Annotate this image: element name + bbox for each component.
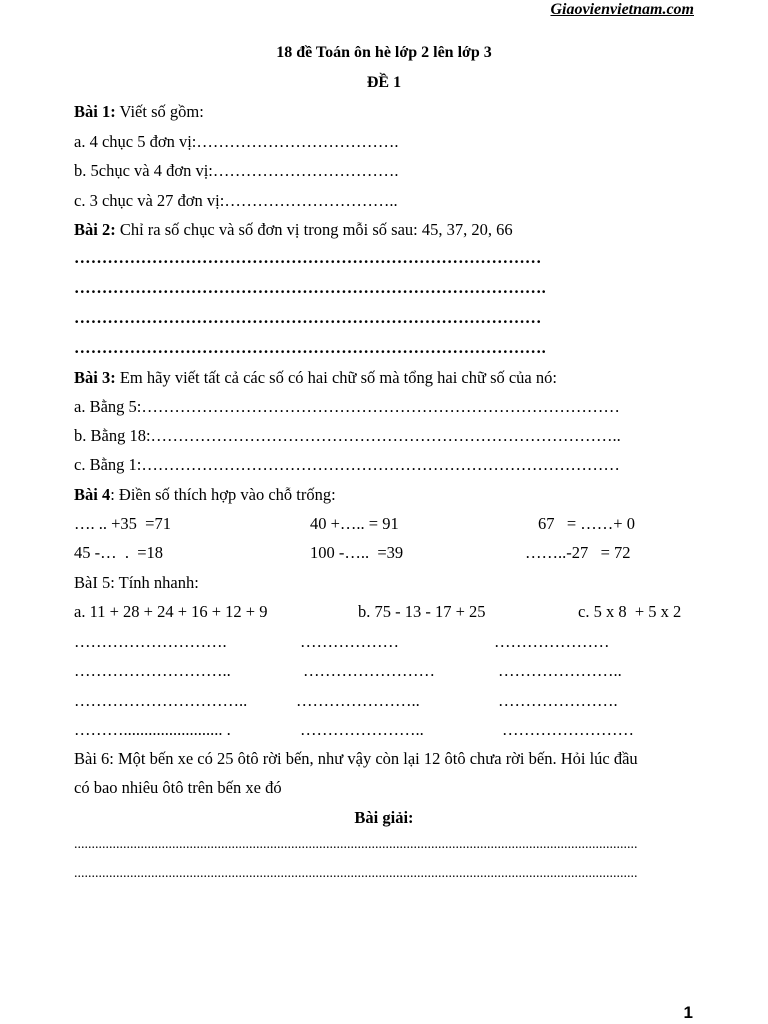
bai5-expression-b: b. 75 - 13 - 17 + 25 (358, 602, 486, 621)
bai1-label: Bài 1: (74, 102, 116, 121)
bai4-text: : Điền số thích hợp vào chỗ trống: (110, 485, 336, 504)
bai4-heading (74, 485, 336, 505)
bai2-label: Bài 2: (74, 220, 116, 239)
bai2-answer-line: ………………………………………………………………………… (74, 248, 542, 267)
bai6-answer-line: ................................................................................................................................................................. (74, 837, 638, 852)
bai4-blank: ……..-27 = 72 (525, 543, 631, 562)
bai1-text: Viết số gồm: (115, 102, 204, 121)
bai5-work-line: ………........................ . (74, 720, 231, 739)
bai6-solution-label: Bài giải: (354, 808, 414, 827)
bai1-item-b: b. 5chục và 4 đơn vị:……………………………. (74, 161, 399, 180)
bai5-work-line: ………………… (494, 632, 610, 651)
document-subtitle: ĐỀ 1 (366, 74, 402, 91)
bai5-work-line: ………………….. (300, 720, 424, 739)
bai5-work-line: …………………… (502, 720, 634, 739)
bai1-item-c: c. 3 chục và 27 đơn vị:………………………….. (74, 191, 398, 210)
page-number: 1 (683, 1003, 693, 1022)
bai3-item-a: a. Bằng 5:…………………………………………………………………………… (74, 397, 620, 416)
bai4-blank: …. .. +35 =71 (74, 514, 171, 533)
bai2-answer-line: …………………………………………………………………………. (74, 338, 546, 357)
bai1-heading (74, 102, 204, 122)
bai5-work-line: ……………… (300, 632, 399, 651)
bai2-answer-line: …………………………………………………………………………. (74, 278, 546, 297)
bai2-text: Chỉ ra số chục và số đơn vị trong mỗi số sau: 45, 37, 20, 66 (115, 220, 513, 239)
bai6-problem-line2: có bao nhiêu ôtô trên bến xe đó (74, 778, 282, 797)
bai6-answer-line: ................................................................................................................................................................. (74, 866, 638, 881)
bai3-text: Em hãy viết tất cả các số có hai chữ số mà tổng hai chữ số của nó: (115, 368, 557, 387)
bai5-work-line: …………………… (303, 661, 435, 680)
bai5-work-line: ……………………….. (74, 661, 231, 680)
bai5-work-line: …………………. (498, 691, 618, 710)
bai4-label: Bài 4 (74, 485, 111, 504)
bai1-item-a: a. 4 chục 5 đơn vị:………………………………. (74, 132, 399, 151)
bai4-blank: 100 -….. =39 (310, 543, 404, 562)
bai4-blank: 45 -… . =18 (74, 543, 164, 562)
bai3-label: Bài 3: (74, 368, 116, 387)
bai2-heading (74, 220, 513, 240)
bai2-answer-line: ………………………………………………………………………… (74, 308, 542, 327)
bai5-work-line: ………………………. (74, 632, 227, 651)
site-header[interactable]: Giaovienvietnam.com (550, 1, 694, 18)
bai3-heading (74, 368, 557, 388)
bai5-heading: BàI 5: Tính nhanh: (74, 573, 199, 592)
bai6-problem-line1: Bài 6: Một bến xe có 25 ôtô rời bến, như vậy còn lại 12 ôtô chưa rời bến. Hỏi lúc đầu (74, 749, 638, 768)
bai5-expression-c: c. 5 x 8 + 5 x 2 (578, 602, 682, 621)
bai5-work-line: ………………………….. (74, 691, 248, 710)
bai4-blank: 40 +….. = 91 (310, 514, 399, 533)
bai4-blank: 67 = ……+ 0 (538, 514, 635, 533)
bai5-work-line: ………………….. (296, 691, 420, 710)
bai3-item-b: b. Bằng 18:………………………………………………………………………….. (74, 426, 621, 445)
bai3-item-c: c. Bằng 1:…………………………………………………………………………… (74, 455, 620, 474)
document-title: 18 đề Toán ôn hè lớp 2 lên lớp 3 (276, 44, 492, 61)
bai5-work-line: ………………….. (498, 661, 622, 680)
bai5-expression-a: a. 11 + 28 + 24 + 16 + 12 + 9 (74, 602, 268, 621)
